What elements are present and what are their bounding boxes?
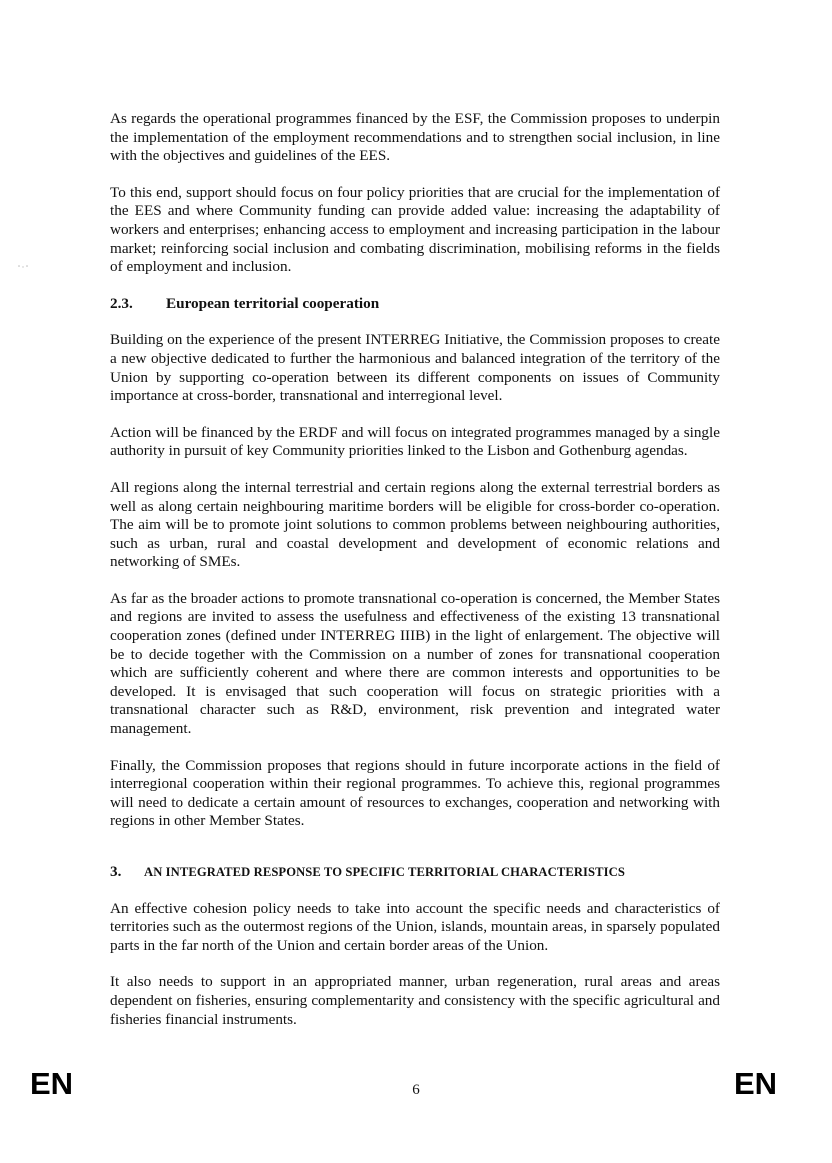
section-heading-2-3 bbox=[110, 295, 720, 314]
paragraph: Finally, the Commission proposes that regions should in future incorporate actions in the field of interregional cooperation within their regional programmes. To achieve this, regional programmes will need to dedicate a certain amount of resources to exchanges, cooperation and networking with regions in other Member States. bbox=[110, 756, 720, 830]
section-number: 3. bbox=[110, 863, 122, 880]
footer-language-right: EN bbox=[734, 1066, 778, 1101]
paragraph: To this end, support should focus on four policy priorities that are crucial for the implementation of the EES and where Community funding can provide added value: increasing the adaptability of workers and enterprises; enhancing access to employment and increasing participation in the labour market; reinforcing social inclusion and combating discrimination, mobilising reforms in the fields of employment and inclusion. bbox=[110, 183, 720, 276]
paragraph: As far as the broader actions to promote transnational co-operation is concerned, the Member States and regions are invited to assess the usefulness and effectiveness of the existing 13 transnational cooperation zones (defined under INTERREG IIIB) in the light of enlargement. The objective will be to decide together with the Commission on a number of zones for transnational cooperation which are sufficiently coherent and where there are common interests and opportunities to be developed. It is envisaged that such cooperation will focus on strategic priorities with a transnational character such as R&D, environment, risk prevention and integrated water management. bbox=[110, 589, 720, 738]
paragraph: As regards the operational programmes financed by the ESF, the Commission proposes to underpin the implementation of the employment recommendations and to strengthen social inclusion, in line with the objectives and guidelines of the EES. bbox=[110, 110, 720, 165]
page-number: 6 bbox=[412, 1082, 420, 1098]
section-title: AN INTEGRATED RESPONSE TO SPECIFIC TERRITORIAL CHARACTERISTICS bbox=[144, 865, 625, 879]
section-number: 2.3. bbox=[110, 294, 133, 312]
paragraph: Building on the experience of the present INTERREG Initiative, the Commission proposes to create a new objective dedicated to further the harmonious and balanced integration of the territory of the Union by supporting co-operation between its different components on issues of Community importance at cross-border, transnational and interregional level. bbox=[110, 331, 720, 405]
scan-artifact bbox=[16, 262, 30, 270]
document-body bbox=[110, 110, 720, 1047]
paragraph: All regions along the internal terrestrial and certain regions along the external terrestrial borders as well as along certain neighbouring maritime borders will be eligible for cross-border co-operation. The aim will be to promote joint solutions to common problems between neighbouring authorities, such as urban, rural and coastal development and development of economic relations and networking of SMEs. bbox=[110, 478, 720, 571]
section-heading-3 bbox=[110, 863, 720, 882]
paragraph: Action will be financed by the ERDF and will focus on integrated programmes managed by a single authority in pursuit of key Community priorities linked to the Lisbon and Gothenburg agendas. bbox=[110, 423, 720, 460]
footer-language-left: EN bbox=[30, 1066, 74, 1101]
paragraph: It also needs to support in an appropriated manner, urban regeneration, rural areas and areas dependent on fisheries, ensuring complementarity and consistency with the specific agricultural and fisheries financial instruments. bbox=[110, 973, 720, 1028]
section-title: European territorial cooperation bbox=[166, 294, 380, 312]
paragraph: An effective cohesion policy needs to take into account the specific needs and characteristics of territories such as the outermost regions of the Union, islands, mountain areas, in sparsely populated parts in the far north of the Union and certain border areas of the Union. bbox=[110, 899, 720, 954]
